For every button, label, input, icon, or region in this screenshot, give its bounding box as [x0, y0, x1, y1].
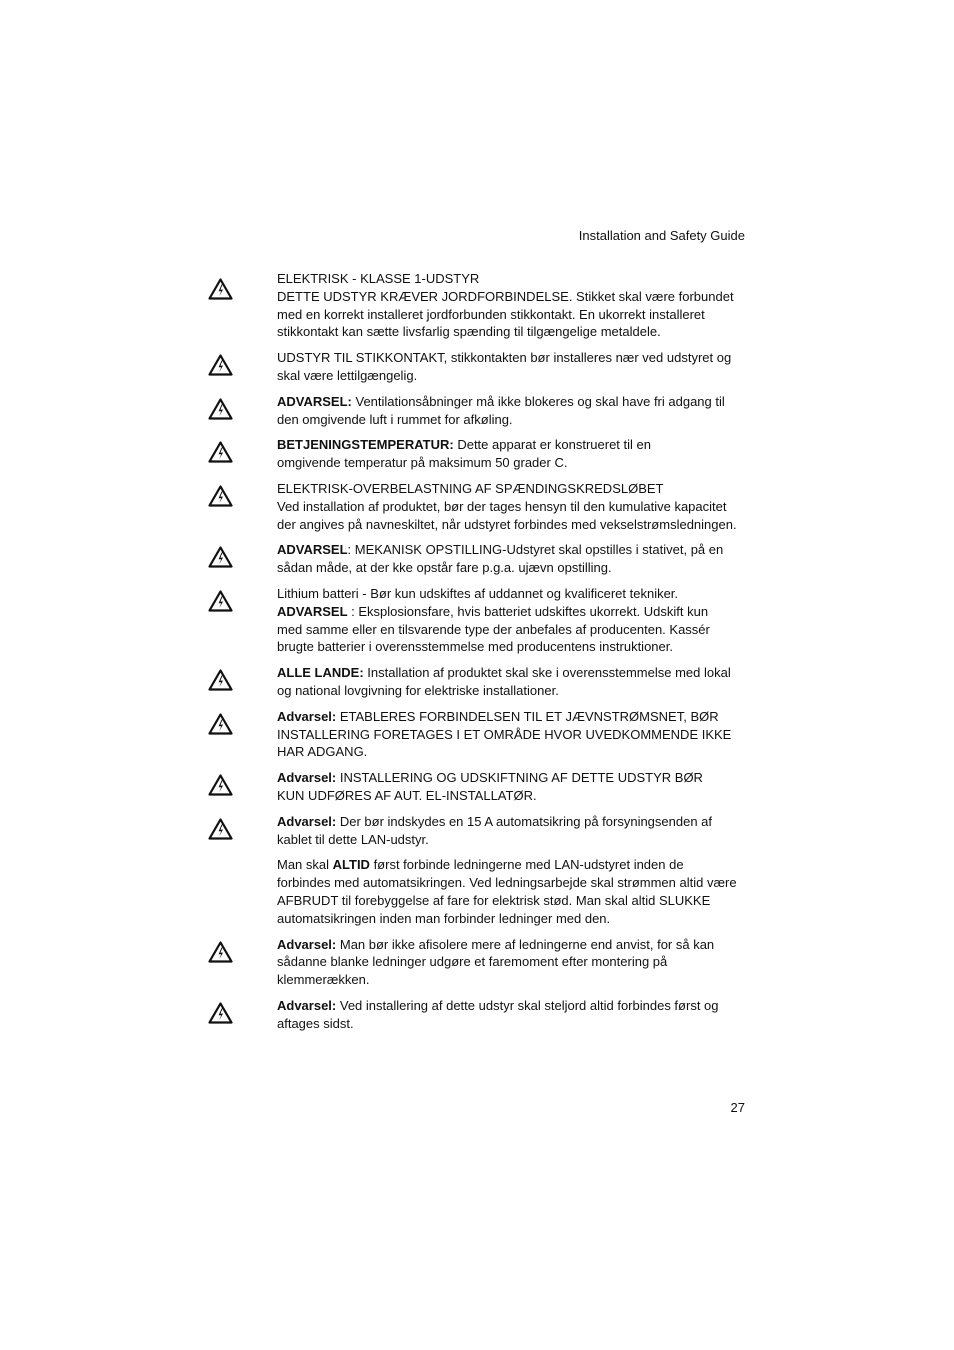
- warning-item: [0, 541, 954, 577]
- warning-item: [0, 997, 954, 1033]
- warning-text: [277, 813, 747, 849]
- warning-text: [277, 270, 747, 341]
- high-voltage-warning-icon: [208, 485, 233, 507]
- text-segment: Man skal: [277, 857, 333, 873]
- warning-text: [277, 997, 747, 1033]
- warning-text: [277, 480, 747, 533]
- high-voltage-warning-icon: [208, 441, 233, 463]
- high-voltage-warning-icon: [208, 278, 233, 300]
- warning-text: [277, 541, 747, 577]
- text-line: [277, 559, 747, 577]
- bold-label: Advarsel:: [277, 997, 337, 1013]
- text-line: [277, 603, 747, 621]
- text-line: [277, 516, 747, 534]
- text-segment: og national lovgivning for elektriske installationer.: [277, 682, 559, 698]
- text-line: [277, 708, 747, 726]
- bold-label: BETJENINGSTEMPERATUR:: [277, 437, 454, 453]
- bold-label: ADVARSEL: [277, 542, 348, 558]
- text-segment: Der bør indskydes en 15 A automatsikring på forsyningsenden af: [336, 813, 713, 829]
- text-segment: UDSTYR TIL STIKKONTAKT, stikkontakten bør installeres nær ved udstyret og: [277, 350, 732, 366]
- bold-label: Advarsel:: [277, 770, 337, 786]
- text-segment: forbindes med automatsikringen. Ved ledningsarbejde skal strømmen altid være: [277, 875, 737, 891]
- text-segment: Man bør ikke afisolere mere af ledningerne end anvist, for så kan: [336, 936, 715, 952]
- page-header: Installation and Safety Guide: [578, 228, 745, 243]
- text-segment: omgivende temperatur på maksimum 50 grader C.: [277, 455, 568, 471]
- warning-item: [0, 813, 954, 849]
- text-line: [277, 1015, 747, 1033]
- text-line: [277, 664, 747, 682]
- text-segment: med en korrekt installeret jordforbunden stikkontakt. En ukorrekt installeret: [277, 306, 705, 322]
- text-segment: automatsikringen inden man forbinder ledninger med den.: [277, 910, 611, 926]
- bold-label: ADVARSEL: [277, 603, 348, 619]
- text-line: [277, 411, 747, 429]
- text-line: [277, 367, 747, 385]
- text-segment: skal være lettilgængelig.: [277, 367, 418, 383]
- warning-item: [0, 936, 954, 989]
- warning-item: [0, 769, 954, 805]
- text-segment: sådan måde, at der kke opstår fare p.g.a. ujævn opstilling.: [277, 560, 612, 576]
- high-voltage-warning-icon: [208, 941, 233, 963]
- warning-text: [277, 936, 747, 989]
- warning-text: [277, 856, 747, 927]
- text-segment: Lithium batteri - Bør kun udskiftes af uddannet og kvalificeret tekniker.: [277, 585, 679, 601]
- text-segment: INSTALLERING FORETAGES I ET OMRÅDE HVOR UVEDKOMMENDE IKKE: [277, 726, 732, 742]
- text-segment: Ventilationsåbninger må ikke blokeres og skal have fri adgang til: [351, 393, 725, 409]
- high-voltage-warning-icon: [208, 398, 233, 420]
- text-segment: med samme eller en tilsvarende type der anbefales af producenten. Kassér: [277, 621, 710, 637]
- text-line: [277, 831, 747, 849]
- warning-text: [277, 769, 747, 805]
- warning-item: [0, 393, 954, 429]
- text-segment: først forbinde ledningerne med LAN-udstyret inden de: [369, 857, 684, 873]
- text-segment: der angives på navneskiltet, når udstyret forbindes med vekselstrømsledningen.: [277, 516, 737, 532]
- text-segment: ELEKTRISK-OVERBELASTNING AF SPÆNDINGSKREDSLØBET: [277, 480, 664, 496]
- text-segment: Dette apparat er konstrueret til en: [453, 437, 651, 453]
- high-voltage-warning-icon: [208, 590, 233, 612]
- bold-label: ADVARSEL:: [277, 393, 352, 409]
- warning-text: [277, 585, 747, 656]
- text-segment: Ved installering af dette udstyr skal steljord altid forbindes først og: [336, 997, 719, 1013]
- high-voltage-warning-icon: [208, 354, 233, 376]
- text-line: [277, 585, 747, 603]
- text-line: [277, 323, 747, 341]
- high-voltage-warning-icon: [208, 546, 233, 568]
- warning-item: [0, 856, 954, 927]
- text-segment: ETABLERES FORBINDELSEN TIL ET JÆVNSTRØMSNET, BØR: [336, 708, 719, 724]
- text-line: [277, 874, 747, 892]
- warning-item: [0, 436, 954, 472]
- warning-item: [0, 664, 954, 700]
- warning-text: [277, 393, 747, 429]
- text-line: [277, 726, 747, 744]
- text-line: [277, 306, 747, 324]
- text-line: [277, 997, 747, 1015]
- text-segment: : MEKANISK OPSTILLING-Udstyret skal opstilles i stativet, på en: [347, 542, 724, 558]
- text-line: [277, 393, 747, 411]
- text-line: [277, 270, 747, 288]
- text-line: [277, 813, 747, 831]
- text-segment: AFBRUDT til forebyggelse af fare for elektrisk stød. Man skal altid SLUKKE: [277, 892, 711, 908]
- text-segment: INSTALLERING OG UDSKIFTNING AF DETTE UDSTYR BØR: [336, 770, 703, 786]
- warning-text: [277, 708, 747, 761]
- text-line: [277, 953, 747, 971]
- text-segment: klemmerækken.: [277, 972, 370, 988]
- high-voltage-warning-icon: [208, 1002, 233, 1024]
- warning-item: [0, 585, 954, 656]
- text-segment: KUN UDFØRES AF AUT. EL-INSTALLATØR.: [277, 787, 537, 803]
- text-line: [277, 454, 747, 472]
- text-line: [277, 936, 747, 954]
- bold-label: Advarsel:: [277, 813, 337, 829]
- high-voltage-warning-icon: [208, 818, 233, 840]
- bold-label: Advarsel:: [277, 708, 337, 724]
- text-segment: DETTE UDSTYR KRÆVER JORDFORBINDELSE. Stikket skal være forbundet: [277, 288, 734, 304]
- text-segment: Installation af produktet skal ske i overensstemmelse med lokal: [363, 665, 731, 681]
- warning-item: [0, 349, 954, 385]
- text-segment: den omgivende luft i rummet for afkøling.: [277, 411, 513, 427]
- page-number: 27: [730, 1100, 745, 1115]
- text-line: [277, 769, 747, 787]
- high-voltage-warning-icon: [208, 774, 233, 796]
- text-line: [277, 621, 747, 639]
- text-line: [277, 682, 747, 700]
- text-line: [277, 856, 747, 874]
- text-line: [277, 910, 747, 928]
- text-line: [277, 288, 747, 306]
- text-segment: sådanne blanke ledninger udgøre et faremoment efter montering på: [277, 954, 668, 970]
- warning-item: [0, 270, 954, 341]
- text-segment: kablet til dette LAN-udstyr.: [277, 831, 429, 847]
- bold-label: ALLE LANDE:: [277, 665, 364, 681]
- text-line: [277, 349, 747, 367]
- text-line: [277, 892, 747, 910]
- bold-label: Advarsel:: [277, 936, 337, 952]
- high-voltage-warning-icon: [208, 669, 233, 691]
- text-segment: brugte batterier i overensstemmelse med producentens instruktioner.: [277, 639, 673, 655]
- warning-text: [277, 664, 747, 700]
- warning-text: [277, 436, 747, 472]
- text-segment: HAR ADGANG.: [277, 744, 368, 760]
- high-voltage-warning-icon: [208, 713, 233, 735]
- text-line: [277, 480, 747, 498]
- text-line: [277, 638, 747, 656]
- text-segment: ELEKTRISK - KLASSE 1-UDSTYR: [277, 271, 480, 286]
- text-segment: : Eksplosionsfare, hvis batteriet udskiftes ukorrekt. Udskift kun: [347, 603, 709, 619]
- text-segment: aftages sidst.: [277, 1015, 354, 1031]
- warning-text: [277, 349, 747, 385]
- bold-label: ALTID: [332, 857, 370, 873]
- text-line: [277, 971, 747, 989]
- text-line: [277, 743, 747, 761]
- text-line: [277, 787, 747, 805]
- warning-item: [0, 480, 954, 533]
- text-segment: Ved installation af produktet, bør der tages hensyn til den kumulative kapacitet: [277, 498, 727, 514]
- text-line: [277, 436, 747, 454]
- text-line: [277, 541, 747, 559]
- text-line: [277, 498, 747, 516]
- warning-item: [0, 708, 954, 761]
- text-segment: stikkontakt kan sætte livsfarlig spænding til tilgængelige metaldele.: [277, 324, 661, 340]
- safety-warnings-list: [0, 270, 954, 1040]
